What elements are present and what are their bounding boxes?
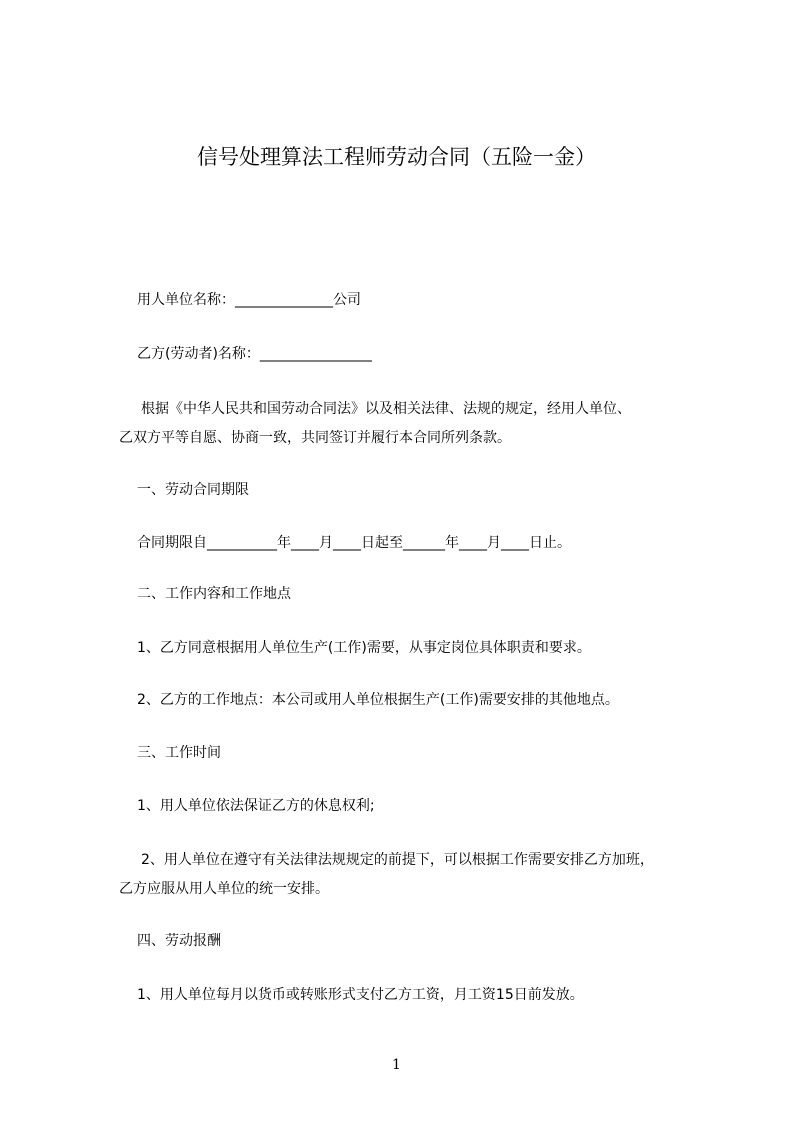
section-2-item-2: 2、乙方的工作地点：本公司或用人单位根据生产(工作)需要安排的其他地点。	[137, 692, 619, 708]
section-4-item-1: 1、用人单位每月以货币或转账形式支付乙方工资，月工资15日前发放。	[137, 987, 584, 1003]
contract-term-line: 合同期限自__________年____月____日起至______年____月____日止。	[137, 535, 571, 551]
employee-name-line: 乙方(劳动者)名称：________________	[137, 346, 372, 362]
section-2-item-1: 1、乙方同意根据用人单位生产(工作)需要，从事定岗位具体职责和要求。	[137, 640, 591, 656]
section-3-item-1: 1、用人单位依法保证乙方的休息权利;	[137, 798, 375, 814]
page-title: 信号处理算法工程师劳动合同（五险一金）	[197, 145, 596, 169]
section-3-item-2-line-2: 乙方应服从用人单位的统一安排。	[119, 881, 329, 897]
section-3-heading: 三、工作时间	[137, 745, 221, 761]
section-4-heading: 四、劳动报酬	[137, 933, 221, 949]
section-1-heading: 一、劳动合同期限	[137, 482, 249, 498]
section-2-heading: 二、工作内容和工作地点	[137, 586, 291, 602]
employer-name-line: 用人单位名称：______________公司	[137, 292, 361, 308]
section-3-item-2-line-1: 2、用人单位在遵守有关法律法规规定的前提下，可以根据工作需要安排乙方加班，	[141, 852, 654, 868]
preamble-line-1: 根据《中华人民共和国劳动合同法》以及相关法律、法规的规定，经用人单位、	[141, 401, 631, 417]
preamble-line-2: 乙双方平等自愿、协商一致，共同签订并履行本合同所列条款。	[119, 430, 511, 446]
page-number: 1	[392, 1057, 401, 1073]
